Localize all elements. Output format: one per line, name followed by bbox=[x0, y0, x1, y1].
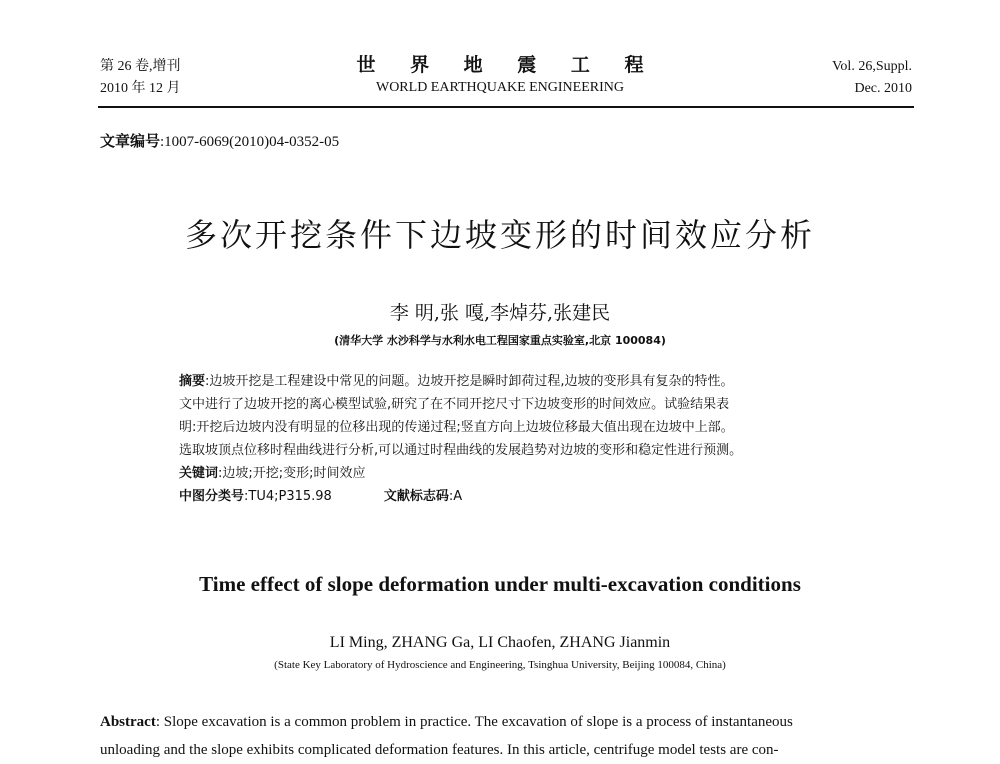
journal-title-cn: 世 界 地 震 工 程 bbox=[356, 54, 658, 76]
date-cn: 2010 年 12 月 bbox=[100, 81, 181, 96]
abstract-cn-label: 摘要 bbox=[179, 374, 206, 389]
abstract-cn-line: 摘要:边坡开挖是工程建设中常见的问题。边坡开挖是瞬时卸荷过程,边坡的变形具有复杂的特性。 bbox=[179, 374, 734, 389]
abstract-en bbox=[100, 708, 915, 764]
article-id bbox=[100, 130, 339, 151]
abstract-cn-line: 选取坡顶点位移时程曲线进行分析,可以通过时程曲线的发展趋势对边坡的变形和稳定性进行预测。 bbox=[179, 443, 743, 458]
volume-cn: 第 26 卷,增刊 bbox=[100, 59, 181, 74]
doc-code-label: 文献标志码 bbox=[383, 489, 449, 504]
keywords-cn-label: 关键词 bbox=[179, 466, 219, 481]
header-volume-en-block bbox=[832, 56, 912, 100]
abstract-en-line: unloading and the slope exhibits complicated deformation features. In this article, centrifuge model tests are con- bbox=[100, 742, 779, 758]
abstract-en-line: Abstract: Slope excavation is a common problem in practice. The excavation of slope is a process of instantaneous bbox=[100, 714, 793, 730]
volume-en: Vol. 26,Suppl. bbox=[832, 59, 912, 74]
abstract-cn bbox=[179, 370, 859, 508]
abstract-cn-line: 明:开挖后边坡内没有明显的位移出现的传递过程;竖直方向上边坡位移最大值出现在边坡中上部。 bbox=[179, 420, 734, 435]
abstract-cn-line: 文中进行了边坡开挖的离心模型试验,研究了在不同开挖尺寸下边坡变形的时间效应。试验结果表 bbox=[179, 397, 730, 412]
keywords-cn-value: :边坡;开挖;变形;时间效应 bbox=[218, 466, 366, 481]
clc-label: 中图分类号 bbox=[179, 489, 245, 504]
paper-title-cn: 多次开挖条件下边坡变形的时间效应分析 bbox=[184, 216, 815, 254]
header-divider bbox=[98, 106, 914, 108]
clc-value: :TU4;P315.98 bbox=[244, 489, 332, 504]
article-id-value: :1007-6069(2010)04-0352-05 bbox=[160, 134, 340, 150]
doc-code-value: :A bbox=[448, 489, 463, 504]
article-id-label: 文章编号 bbox=[100, 132, 161, 150]
authors-en: LI Ming, ZHANG Ga, LI Chaofen, ZHANG Jianmin bbox=[329, 634, 671, 651]
affiliation-cn: (清华大学 水沙科学与水利水电工程国家重点实验室,北京 100084) bbox=[334, 334, 666, 347]
abstract-en-label: Abstract bbox=[100, 714, 156, 730]
date-en: Dec. 2010 bbox=[854, 81, 912, 96]
authors-cn: 李 明,张 嘎,李焯芬,张建民 bbox=[389, 302, 611, 324]
paper-title-en: Time effect of slope deformation under multi-excavation conditions bbox=[199, 572, 801, 596]
classification-cn bbox=[179, 485, 859, 508]
journal-title-en: WORLD EARTHQUAKE ENGINEERING bbox=[375, 80, 624, 95]
keywords-cn bbox=[179, 462, 859, 485]
affiliation-en: (State Key Laboratory of Hydroscience and Engineering, Tsinghua University, Beijing 100084, China) bbox=[274, 659, 726, 671]
